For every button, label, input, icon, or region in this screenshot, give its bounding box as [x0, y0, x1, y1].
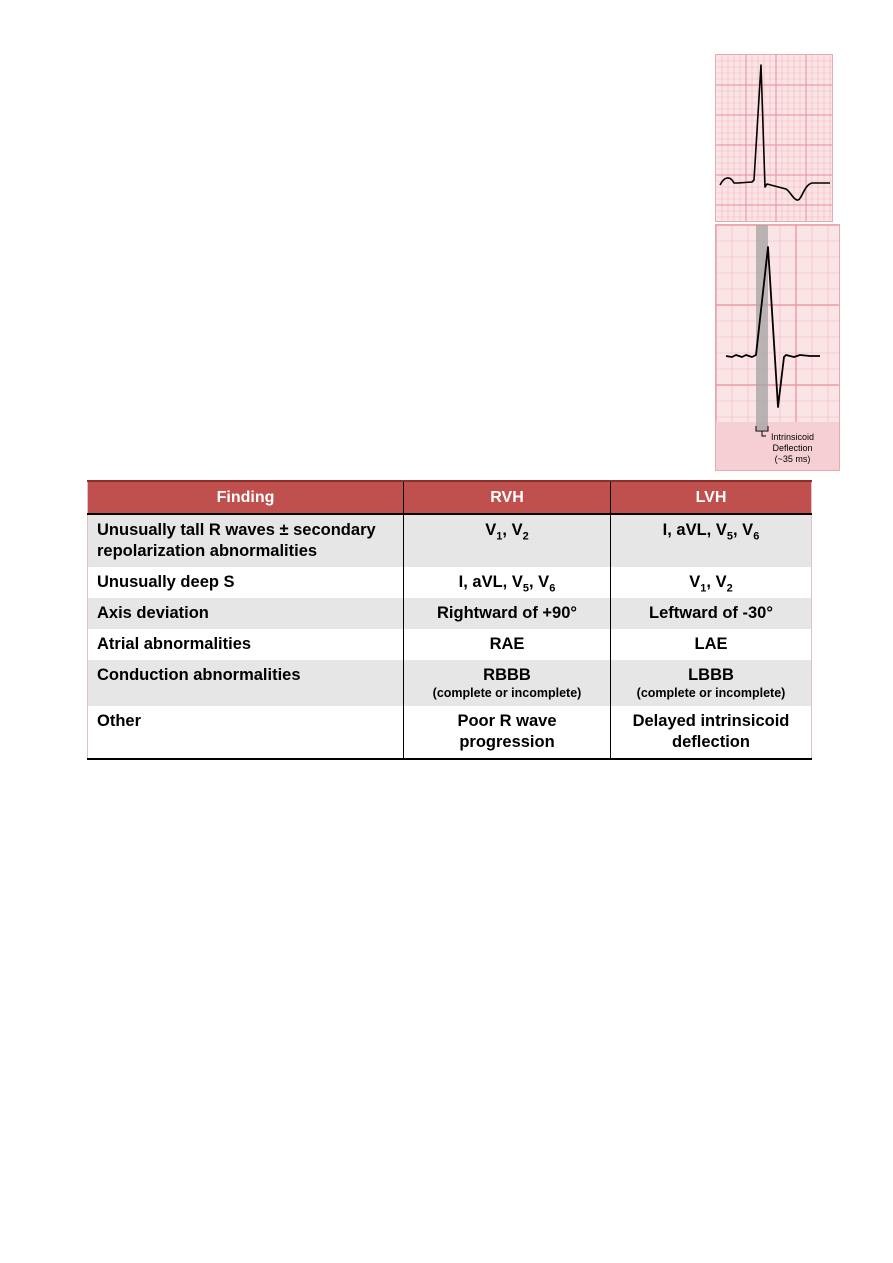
rvh-lvh-findings-table	[87, 480, 812, 760]
ecg-trace	[726, 247, 820, 407]
rvh-cell	[404, 567, 611, 598]
header-lvh: LVH	[611, 481, 812, 514]
rvh-note: (complete or incomplete)	[432, 686, 582, 700]
rvh-cell: Poor R wave progression	[404, 706, 611, 759]
finding-cell: Atrial abnormalities	[88, 629, 404, 660]
table-row	[88, 706, 812, 759]
lvh-note: (complete or incomplete)	[636, 686, 786, 700]
lvh-cell	[611, 514, 812, 567]
rvh-value: I, aVL, $V_5$, $V_6$	[458, 573, 556, 595]
ecg-grid-small	[716, 55, 832, 221]
lvh-cell	[611, 567, 812, 598]
rvh-cell: RAE	[404, 629, 611, 660]
table-row	[88, 598, 812, 629]
rvh-cell	[404, 514, 611, 567]
table-row	[88, 514, 812, 567]
header-finding: Finding	[88, 481, 404, 514]
header-rvh: RVH	[404, 481, 611, 514]
intrinsicoid-label: Intrinsicoid Deflection (~35 ms)	[770, 432, 815, 464]
finding-cell: Conduction abnormalities	[88, 660, 404, 706]
rvh-value: $V_1$, $V_2$	[485, 521, 529, 543]
lvh-cell: LAE	[611, 629, 812, 660]
table-row	[88, 629, 812, 660]
lvh-cell: Leftward of -30°	[611, 598, 812, 629]
rvh-cell: RBBB (complete or incomplete)	[404, 660, 611, 706]
lvh-cell: LBBB (complete or incomplete)	[611, 660, 812, 706]
finding-cell: Other	[88, 706, 404, 759]
finding-cell: Unusually deep S	[88, 567, 404, 598]
table-row	[88, 567, 812, 598]
lvh-value: I, aVL, $V_5$, $V_6$	[662, 521, 760, 543]
ecg-strip-tall-r	[715, 54, 833, 222]
finding-cell: Axis deviation	[88, 598, 404, 629]
rvh-cell: Rightward of +90°	[404, 598, 611, 629]
finding-cell: Unusually tall R waves ± secondary repolarization abnormalities	[88, 514, 404, 567]
lvh-cell: Delayed intrinsicoid deflection	[611, 706, 812, 759]
lvh-value: $V_1$, $V_2$	[689, 573, 733, 595]
table-header-row	[88, 481, 812, 514]
ecg-strip-intrinsicoid	[715, 224, 840, 471]
table-row	[88, 660, 812, 706]
